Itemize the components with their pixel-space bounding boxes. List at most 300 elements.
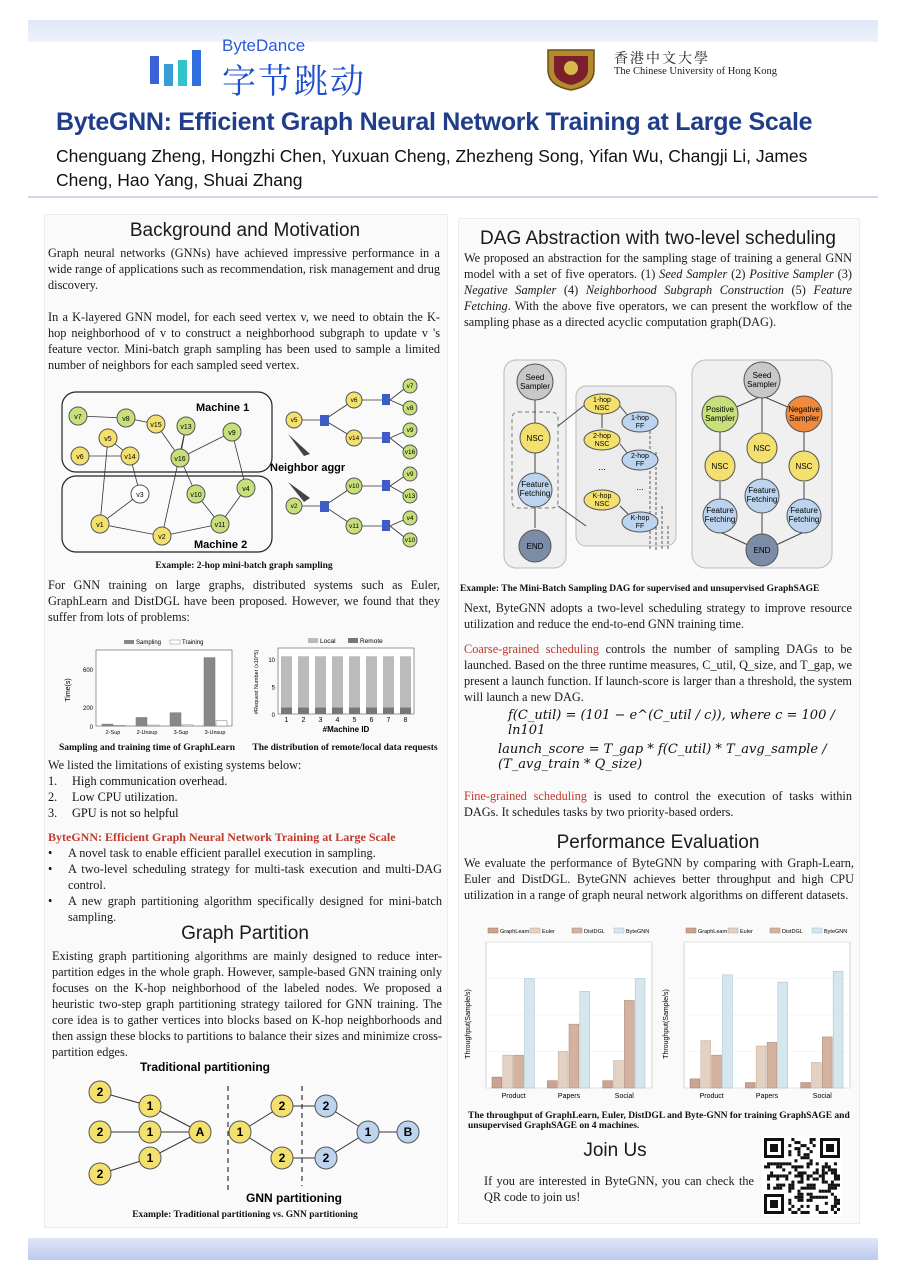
qr-cell: [834, 1202, 837, 1205]
bar: [114, 725, 125, 726]
qr-cell: [776, 1174, 779, 1177]
qr-cell: [767, 1162, 770, 1165]
qr-cell: [797, 1208, 800, 1211]
qr-cell: [794, 1141, 797, 1144]
qr-cell: [782, 1174, 785, 1177]
svg-text:v14: v14: [124, 454, 136, 461]
qr-cell: [797, 1199, 800, 1202]
x-tick-label: 3: [318, 717, 323, 724]
qr-cell: [788, 1184, 791, 1187]
coarse-paragraph: Coarse-grained scheduling controls the number of sampling DAGs to be launched. Based on the three runtime measures, C_util, Q_size, and T_gap, we present a launch function. If launch-score is larger than a threshold, the system will launch a new DAG.: [464, 642, 852, 704]
svg-text:NSC: NSC: [594, 501, 610, 508]
qr-cell: [813, 1144, 816, 1147]
join-heading: Join Us: [583, 1140, 647, 1161]
svg-text:v4: v4: [242, 486, 250, 493]
qr-cell: [782, 1184, 785, 1187]
x-tick-label: 8: [403, 717, 408, 724]
bytegnn-heading: ByteGNN: Efficient Graph Neural Network Training at Large Scale: [48, 830, 396, 844]
qr-cell: [837, 1174, 840, 1177]
bar-local: [281, 707, 292, 714]
svg-text:v9: v9: [406, 427, 414, 434]
bar: [148, 725, 159, 726]
svg-text:v10: v10: [404, 537, 416, 544]
qr-cell: [807, 1187, 810, 1190]
legend-swatch: [124, 640, 134, 644]
bar-remote: [383, 656, 394, 707]
bar: [723, 975, 733, 1088]
legend-swatch: [572, 928, 582, 933]
qr-cell: [779, 1165, 782, 1168]
qr-cell: [800, 1165, 803, 1168]
legend-swatch: [170, 640, 180, 644]
svg-text:v13: v13: [404, 493, 416, 500]
legend-label: ByteGNN: [626, 929, 650, 935]
x-tick-label: 2-Sup: [105, 730, 121, 736]
partition-paragraph: Existing graph partitioning algorithms are mainly designed to reduce inter-partition edges in the whole graph. However, sample-based GNN training only focuses on the K-hop neighborhood of the labeled nodes. We proposed a heuristic two-step graph partitioning strategy tailored for GNN training. The core idea is to gather vertices into blocks based on K-hop neighborhoods and then assign these blocks to partitions to balance their sizes and minimize cross-partition edges.: [52, 949, 442, 1059]
qr-cell: [834, 1168, 837, 1171]
qr-cell: [807, 1211, 810, 1214]
qr-cell: [807, 1156, 810, 1159]
bar: [778, 982, 788, 1088]
bar: [712, 1055, 722, 1088]
svg-text:FF: FF: [635, 461, 645, 468]
qr-cell: [825, 1181, 828, 1184]
svg-text:v6: v6: [76, 454, 84, 461]
x-tick-label: 2-Unsup: [136, 730, 158, 736]
qr-cell: [807, 1193, 810, 1196]
qr-cell: [788, 1199, 791, 1202]
qr-cell: [819, 1174, 822, 1177]
qr-cell: [825, 1190, 828, 1193]
qr-cell: [813, 1196, 816, 1199]
qr-cell: [834, 1211, 837, 1214]
qr-cell: [794, 1159, 797, 1162]
qr-cell: [810, 1162, 813, 1165]
svg-text:K-hop: K-hop: [592, 493, 612, 500]
svg-text:NSC: NSC: [795, 462, 813, 471]
qr-cell: [813, 1178, 816, 1181]
legend-label: DistDGL: [584, 929, 605, 935]
bar-remote: [332, 656, 343, 707]
header-divider: [28, 196, 878, 198]
svg-text:1-hop: 1-hop: [631, 415, 649, 422]
qr-cell: [791, 1211, 794, 1214]
qr-cell: [807, 1178, 810, 1181]
qr-cell: [788, 1208, 791, 1211]
qr-cell: [825, 1211, 828, 1214]
svg-text:v3: v3: [136, 492, 144, 499]
qr-cell: [810, 1174, 813, 1177]
qr-cell: [837, 1199, 840, 1202]
svg-text:1: 1: [236, 1125, 244, 1139]
x-tick-label: 5: [352, 717, 357, 724]
qr-cell: [822, 1181, 825, 1184]
qr-cell: [782, 1168, 785, 1171]
y-axis-label: Throughput(Sample/s): [465, 989, 472, 1059]
y-tick-label: 600: [82, 668, 93, 674]
svg-text:2: 2: [322, 1099, 330, 1113]
svg-text:...: ...: [598, 462, 606, 472]
qr-cell: [788, 1153, 791, 1156]
svg-text:Negative: Negative: [788, 405, 820, 414]
x-tick-label: Social: [812, 1093, 832, 1100]
y-tick-label: 0: [271, 713, 275, 719]
qr-cell: [800, 1193, 803, 1196]
qr-cell: [791, 1181, 794, 1184]
qr-cell: [791, 1184, 794, 1187]
svg-text:v15: v15: [150, 422, 162, 429]
qr-cell: [776, 1187, 779, 1190]
svg-text:v5: v5: [104, 436, 112, 443]
legend-swatch: [812, 928, 822, 933]
qr-cell: [807, 1147, 810, 1150]
svg-text:2: 2: [278, 1151, 286, 1165]
svg-text:v2: v2: [158, 534, 166, 541]
svg-text:Feature: Feature: [790, 506, 818, 515]
aggr-block: [320, 415, 329, 426]
qr-cell: [828, 1184, 831, 1187]
dag-heading: DAG Abstraction with two-level scheduling: [480, 228, 836, 249]
bar: [801, 1083, 811, 1088]
bytedance-bars-icon: [148, 46, 204, 90]
legend-swatch: [530, 928, 540, 933]
qr-cell: [816, 1196, 819, 1199]
cuhk-name-en: The Chinese University of Hong Kong: [614, 66, 778, 77]
qr-cell: [825, 1202, 828, 1205]
qr-cell: [791, 1138, 794, 1141]
bytedance-cn: 字节跳动: [222, 62, 366, 102]
x-tick-label: Social: [614, 1093, 634, 1100]
bar: [635, 979, 645, 1089]
x-tick-label: Papers: [557, 1093, 581, 1100]
x-tick-label: 1: [284, 717, 289, 724]
svg-text:v13: v13: [180, 424, 192, 431]
qr-cell: [816, 1162, 819, 1165]
svg-text:1: 1: [146, 1099, 154, 1113]
bar-local: [298, 707, 309, 714]
qr-cell: [767, 1184, 770, 1187]
qr-cell: [828, 1165, 831, 1168]
machine1-label: Machine 1: [196, 402, 250, 414]
bar-remote: [349, 656, 360, 707]
qr-cell: [825, 1171, 828, 1174]
bullet-item: A novel task to enable efficient parallel execution in sampling.: [68, 846, 376, 860]
limit-num: 1.: [48, 774, 58, 788]
fine-term: Fine-grained scheduling: [464, 789, 587, 803]
qr-cell: [800, 1174, 803, 1177]
svg-text:2: 2: [96, 1167, 104, 1181]
svg-text:NSC: NSC: [711, 462, 729, 471]
qr-cell: [831, 1171, 834, 1174]
qr-cell: [825, 1162, 828, 1165]
qr-cell: [825, 1165, 828, 1168]
qr-cell: [785, 1178, 788, 1181]
qr-cell: [804, 1153, 807, 1156]
svg-text:NSC: NSC: [594, 405, 610, 412]
qr-cell: [773, 1162, 776, 1165]
x-tick-label: Product: [501, 1093, 526, 1100]
bar: [580, 991, 590, 1088]
qr-cell: [767, 1174, 770, 1177]
qr-cell: [834, 1174, 837, 1177]
qr-cell: [788, 1171, 791, 1174]
x-axis-label: #Machine ID: [322, 725, 370, 734]
bar: [614, 1061, 624, 1088]
qr-cell: [794, 1174, 797, 1177]
chartA-caption: Sampling and training time of GraphLearn: [58, 743, 236, 753]
qr-cell: [794, 1196, 797, 1199]
y-tick-label: 10: [268, 658, 275, 664]
bar-local: [366, 707, 377, 714]
svg-text:1-hop: 1-hop: [593, 397, 611, 404]
bar-remote: [400, 656, 411, 707]
bullet-item: A new graph partitioning algorithm specifically designed for mini-batch sampling.: [68, 894, 442, 924]
qr-cell: [773, 1174, 776, 1177]
svg-text:Feature: Feature: [748, 486, 776, 495]
svg-text:Sampler: Sampler: [520, 382, 550, 391]
qr-cell: [810, 1141, 813, 1144]
svg-text:v11: v11: [349, 523, 359, 530]
qr-cell: [831, 1168, 834, 1171]
bar-local: [349, 707, 360, 714]
svg-text:END: END: [526, 542, 544, 551]
svg-text:2-hop: 2-hop: [593, 433, 611, 440]
qr-cell: [810, 1159, 813, 1162]
y-axis-label: Time(s): [65, 678, 72, 702]
legend-label: Training: [182, 640, 204, 646]
qr-cell: [797, 1150, 800, 1153]
qr-cell: [825, 1196, 828, 1199]
bar: [603, 1081, 613, 1088]
bar: [492, 1077, 502, 1088]
qr-cell: [807, 1174, 810, 1177]
svg-text:v9: v9: [406, 471, 414, 478]
bar: [558, 1052, 568, 1089]
bar: [701, 1041, 711, 1088]
bullet-item: A two-level scheduling strategy for multi-task execution and multi-DAG control.: [68, 862, 442, 892]
qr-cell: [785, 1174, 788, 1177]
qr-cell: [800, 1187, 803, 1190]
svg-text:Positive: Positive: [705, 405, 735, 414]
qr-cell: [807, 1184, 810, 1187]
svg-text:v6: v6: [350, 397, 358, 404]
bar-remote: [281, 656, 292, 707]
svg-text:FF: FF: [635, 523, 645, 530]
qr-cell: [810, 1150, 813, 1153]
cuhk-name-cn: 香港中文大學: [614, 51, 710, 67]
qr-cell: [804, 1144, 807, 1147]
qr-cell: [797, 1141, 800, 1144]
qr-cell: [767, 1165, 770, 1168]
svg-text:2-hop: 2-hop: [631, 453, 649, 460]
qr-cell: [794, 1211, 797, 1214]
svg-text:Feature: Feature: [706, 506, 734, 515]
qr-cell: [834, 1187, 837, 1190]
svg-text:v10: v10: [348, 483, 360, 490]
traditional-label: Traditional partitioning: [140, 1060, 270, 1074]
qr-cell: [807, 1205, 810, 1208]
fig-minibatch-sampling: [56, 378, 432, 558]
x-tick-label: 6: [369, 717, 374, 724]
svg-text:v4: v4: [406, 515, 414, 522]
qr-cell: [797, 1181, 800, 1184]
qr-cell: [837, 1202, 840, 1205]
qr-cell: [819, 1190, 822, 1193]
qr-cell: [800, 1196, 803, 1199]
qr-cell: [822, 1211, 825, 1214]
qr-cell: [800, 1171, 803, 1174]
y-tick-label: 5: [271, 685, 275, 692]
svg-text:v10: v10: [190, 492, 202, 499]
cuhk-crest-icon: [540, 44, 602, 92]
background-p2: In a K-layered GNN model, for each seed vertex v, we need to obtain the K-hop neighborhood of v to construct a neighborhood subgraph to update v 's feature vector. Mini-batch graph sampling has been used to sample a limited number of neighbors for each sampled seed vertex.: [48, 310, 440, 372]
legend-swatch: [348, 638, 358, 643]
qr-code[interactable]: [762, 1136, 842, 1216]
qr-cell: [807, 1162, 810, 1165]
qr-cell: [813, 1184, 816, 1187]
qr-cell: [831, 1181, 834, 1184]
bar: [690, 1079, 700, 1088]
svg-text:2: 2: [278, 1099, 286, 1113]
equation-f: f(C_util) = (101 − e^(C_util / c)), where c = 100 / ln101: [508, 708, 835, 738]
bar-local: [315, 707, 326, 714]
svg-text:Fetching: Fetching: [704, 515, 736, 524]
svg-text:Sampler: Sampler: [705, 414, 735, 423]
qr-cell: [837, 1184, 840, 1187]
qr-cell: [776, 1162, 779, 1165]
bottom-band: [28, 1238, 878, 1260]
svg-text:v8: v8: [406, 405, 414, 412]
bar: [182, 725, 193, 726]
limitation-item: GPU is not so helpful: [72, 806, 179, 820]
legend-label: Remote: [360, 638, 383, 645]
limit-num: 2.: [48, 790, 58, 804]
svg-text:2: 2: [322, 1151, 330, 1165]
qr-cell: [828, 1190, 831, 1193]
qr-cell: [791, 1187, 794, 1190]
svg-text:END: END: [753, 546, 771, 555]
bullet-dot: •: [48, 862, 53, 876]
chart-graphlearn-time: [60, 634, 240, 740]
fig-partitioning: [70, 1056, 440, 1208]
qr-cell: [797, 1196, 800, 1199]
x-tick-label: 2: [301, 717, 306, 724]
qr-cell: [834, 1162, 837, 1165]
legend-label: ByteGNN: [824, 929, 848, 935]
fine-paragraph: Fine-grained scheduling is used to control the execution of tasks within DAGs. It schedules tasks by two priority-based orders.: [464, 789, 852, 819]
join-paragraph: If you are interested in ByteGNN, you can check the QR code to join us!: [484, 1174, 754, 1204]
svg-text:Feature: Feature: [521, 480, 549, 489]
qr-cell: [822, 1196, 825, 1199]
y-axis-label: #Request Number (x10^5): [254, 649, 260, 715]
limit-num: 3.: [48, 806, 58, 820]
bar: [547, 1081, 557, 1088]
legend-swatch: [308, 638, 318, 643]
performance-caption: The throughput of GraphLearn, Euler, DistDGL and Byte-GNN for training GraphSAGE and unsupervised GraphSAGE on 4 machines.: [468, 1111, 850, 1131]
qr-cell: [819, 1196, 822, 1199]
qr-cell: [776, 1178, 779, 1181]
qr-cell: [807, 1199, 810, 1202]
svg-text:Fetching: Fetching: [788, 515, 820, 524]
qr-cell: [822, 1171, 825, 1174]
qr-cell: [767, 1187, 770, 1190]
qr-cell: [831, 1193, 834, 1196]
svg-text:1: 1: [364, 1125, 372, 1139]
qr-cell: [776, 1184, 779, 1187]
qr-cell: [813, 1138, 816, 1141]
svg-text:NSC: NSC: [594, 441, 610, 448]
bar: [569, 1024, 579, 1088]
qr-cell: [770, 1174, 773, 1177]
chart-request-distribution: [250, 634, 420, 740]
chartB-caption: The distribution of remote/local data requests: [252, 743, 438, 753]
svg-text:2: 2: [96, 1125, 104, 1139]
x-tick-label: 3-Unsup: [204, 730, 226, 736]
qr-cell: [797, 1153, 800, 1156]
qr-cell: [810, 1184, 813, 1187]
legend-label: Sampling: [136, 640, 162, 646]
qr-cell: [834, 1196, 837, 1199]
dag-p2: Next, ByteGNN adopts a two-level scheduling strategy to improve resource utilization and reduce the end-to-end GNN training time.: [464, 601, 852, 631]
qr-cell: [791, 1165, 794, 1168]
performance-paragraph: We evaluate the performance of ByteGNN by comparing with Graph-Learn, Euler and DistDGL. ByteGNN achieves better throughput and high CPU utilization in a range of graph neural network algorithms on different datasets.: [464, 856, 854, 902]
qr-cell: [779, 1184, 782, 1187]
qr-cell: [800, 1178, 803, 1181]
qr-cell: [822, 1174, 825, 1177]
chart-throughput-unsup: [660, 924, 856, 1108]
legend-label: Euler: [542, 929, 555, 935]
bar: [136, 717, 147, 726]
svg-text:1: 1: [146, 1125, 154, 1139]
qr-cell: [800, 1205, 803, 1208]
svg-text:v7: v7: [406, 383, 414, 390]
qr-cell: [779, 1162, 782, 1165]
bytedance-logo: [148, 36, 398, 102]
author-list: Chenguang Zheng, Hongzhi Chen, Yuxuan Cheng, Zhezheng Song, Yifan Wu, Changji Li, James Cheng, Hao Yang, Shuai Zhang: [56, 146, 808, 190]
qr-cell: [810, 1187, 813, 1190]
qr-cell: [788, 1202, 791, 1205]
svg-text:1: 1: [146, 1151, 154, 1165]
performance-heading: Performance Evaluation: [556, 832, 760, 853]
qr-cell: [813, 1171, 816, 1174]
qr-cell: [834, 1178, 837, 1181]
qr-cell: [788, 1187, 791, 1190]
legend-label: DistDGL: [782, 929, 803, 935]
bar-remote: [366, 656, 377, 707]
legend-label: GraphLearn: [500, 929, 530, 935]
background-p1: Graph neural networks (GNNs) have achieved impressive performance in a wide range of applications such as recommendation, risk management and drug discovery.: [48, 246, 440, 292]
bar: [204, 658, 215, 726]
background-p3: For GNN training on large graphs, distributed systems such as Euler, GraphLearn and DistDGL have been proposed. However, we found that they suffer from lots of problems:: [48, 578, 440, 624]
qr-cell: [779, 1174, 782, 1177]
qr-cell: [797, 1147, 800, 1150]
limitations-intro: We listed the limitations of existing systems below:: [48, 758, 302, 772]
qr-cell: [800, 1144, 803, 1147]
bar: [216, 721, 227, 726]
coarse-term: Coarse-grained scheduling: [464, 642, 599, 656]
qr-cell: [816, 1205, 819, 1208]
qr-cell: [800, 1199, 803, 1202]
qr-cell: [822, 1178, 825, 1181]
svg-text:NSC: NSC: [753, 444, 771, 453]
legend-swatch: [614, 928, 624, 933]
qr-cell: [831, 1205, 834, 1208]
svg-text:v14: v14: [348, 435, 360, 442]
qr-cell: [800, 1156, 803, 1159]
qr-cell: [764, 1165, 767, 1168]
legend-label: Local: [320, 638, 336, 645]
qr-cell: [804, 1187, 807, 1190]
